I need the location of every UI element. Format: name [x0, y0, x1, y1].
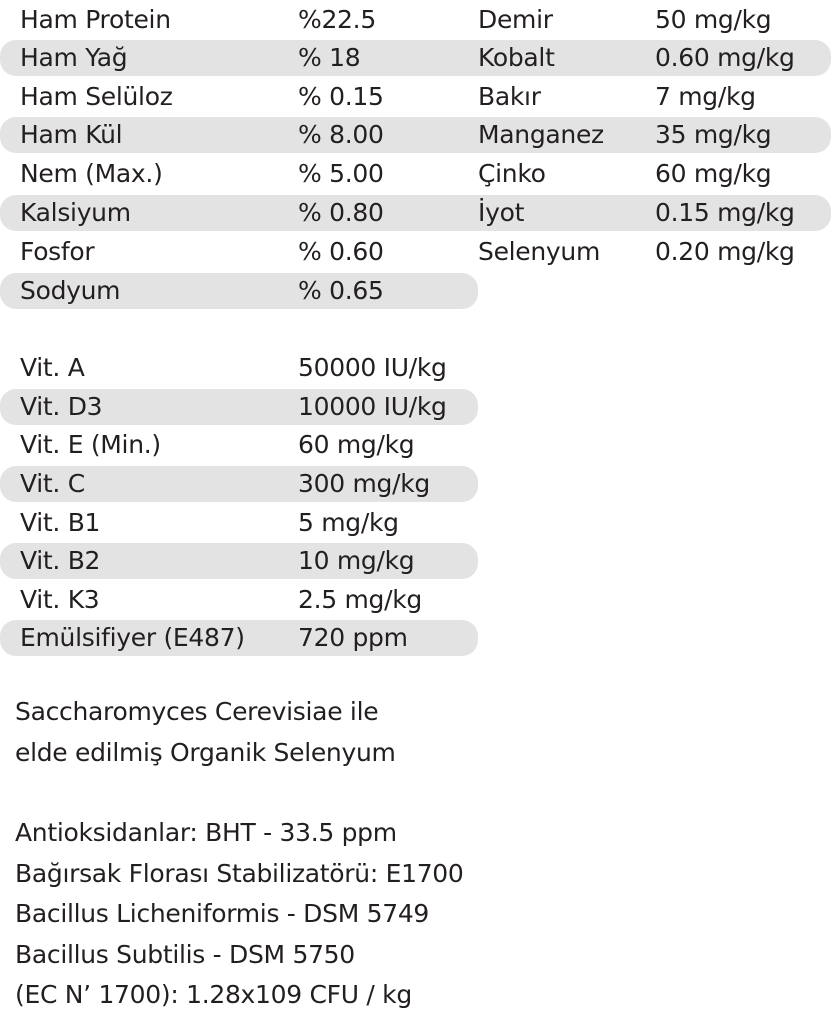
vitamin-value: 50000 IU/kg	[298, 353, 447, 382]
additive-line: Antioksidanlar: BHT - 33.5 ppm	[15, 818, 397, 847]
composition-value: % 5.00	[298, 159, 384, 188]
composition-name: Ham Kül	[20, 120, 123, 149]
table-row	[0, 427, 478, 463]
composition-value: % 18	[298, 43, 361, 72]
mineral-value: 0.20 mg/kg	[655, 237, 795, 266]
mineral-name: Çinko	[478, 159, 546, 188]
note-line: elde edilmiş Organik Selenyum	[15, 737, 396, 767]
mineral-value: 35 mg/kg	[655, 120, 772, 149]
vitamin-value: 300 mg/kg	[298, 469, 430, 498]
selenium-note	[15, 692, 396, 773]
additives-list	[15, 813, 464, 1016]
additive-line: (EC N’ 1700): 1.28x109 CFU / kg	[15, 980, 412, 1009]
mineral-value: 0.60 mg/kg	[655, 43, 795, 72]
table-row	[0, 156, 831, 192]
additive-line: Bacillus Subtilis - DSM 5750	[15, 939, 355, 969]
mineral-name: Demir	[478, 5, 553, 34]
table-row	[0, 79, 831, 115]
mineral-name: Bakır	[478, 82, 541, 111]
table-row	[0, 582, 478, 618]
composition-name: Nem (Max.)	[20, 159, 163, 188]
composition-value: % 8.00	[298, 120, 384, 149]
mineral-value: 0.15 mg/kg	[655, 198, 795, 227]
vitamin-name: Vit. C	[20, 469, 85, 498]
vitamin-name: Emülsifiyer (E487)	[20, 623, 245, 652]
composition-name: Ham Protein	[20, 5, 171, 34]
vitamin-name: Vit. A	[20, 353, 85, 382]
mineral-name: Manganez	[478, 120, 604, 149]
vitamin-value: 2.5 mg/kg	[298, 585, 422, 614]
table-row	[0, 543, 478, 579]
additive-line: Bacillus Licheniformis - DSM 5749	[15, 899, 430, 928]
composition-value: % 0.80	[298, 198, 384, 227]
table-row	[0, 117, 831, 153]
table-row	[0, 40, 831, 76]
vitamin-name: Vit. K3	[20, 585, 100, 614]
table-row	[0, 620, 478, 656]
additive-line: Bağırsak Florası Stabilizatörü: E1700	[15, 858, 464, 888]
table-row	[0, 234, 831, 270]
table-row	[0, 466, 478, 502]
composition-value: % 0.60	[298, 237, 384, 266]
mineral-name: İyot	[478, 198, 525, 227]
vitamin-value: 720 ppm	[298, 623, 408, 652]
composition-value: % 0.15	[298, 82, 384, 111]
vitamin-value: 60 mg/kg	[298, 430, 415, 459]
composition-name: Ham Yağ	[20, 43, 128, 72]
table-row	[0, 2, 831, 38]
table-row	[0, 273, 478, 309]
table-row	[0, 505, 478, 541]
table-row	[0, 389, 478, 425]
vitamin-name: Vit. E (Min.)	[20, 430, 161, 459]
vitamin-name: Vit. B2	[20, 546, 101, 575]
table-row	[0, 195, 831, 231]
composition-name: Fosfor	[20, 237, 95, 266]
table-row	[0, 350, 478, 386]
vitamin-name: Vit. D3	[20, 392, 103, 421]
vitamin-value: 5 mg/kg	[298, 508, 399, 537]
composition-value: %22.5	[298, 5, 376, 34]
vitamin-value: 10 mg/kg	[298, 546, 415, 575]
mineral-name: Selenyum	[478, 237, 601, 266]
mineral-value: 60 mg/kg	[655, 159, 772, 188]
composition-name: Sodyum	[20, 276, 121, 305]
composition-value: % 0.65	[298, 276, 384, 305]
vitamin-name: Vit. B1	[20, 508, 101, 537]
vitamin-value: 10000 IU/kg	[298, 392, 447, 421]
mineral-value: 7 mg/kg	[655, 82, 756, 111]
mineral-name: Kobalt	[478, 43, 555, 72]
mineral-value: 50 mg/kg	[655, 5, 772, 34]
composition-name: Kalsiyum	[20, 198, 131, 227]
note-line: Saccharomyces Cerevisiae ile	[15, 697, 379, 726]
composition-name: Ham Selüloz	[20, 82, 173, 111]
